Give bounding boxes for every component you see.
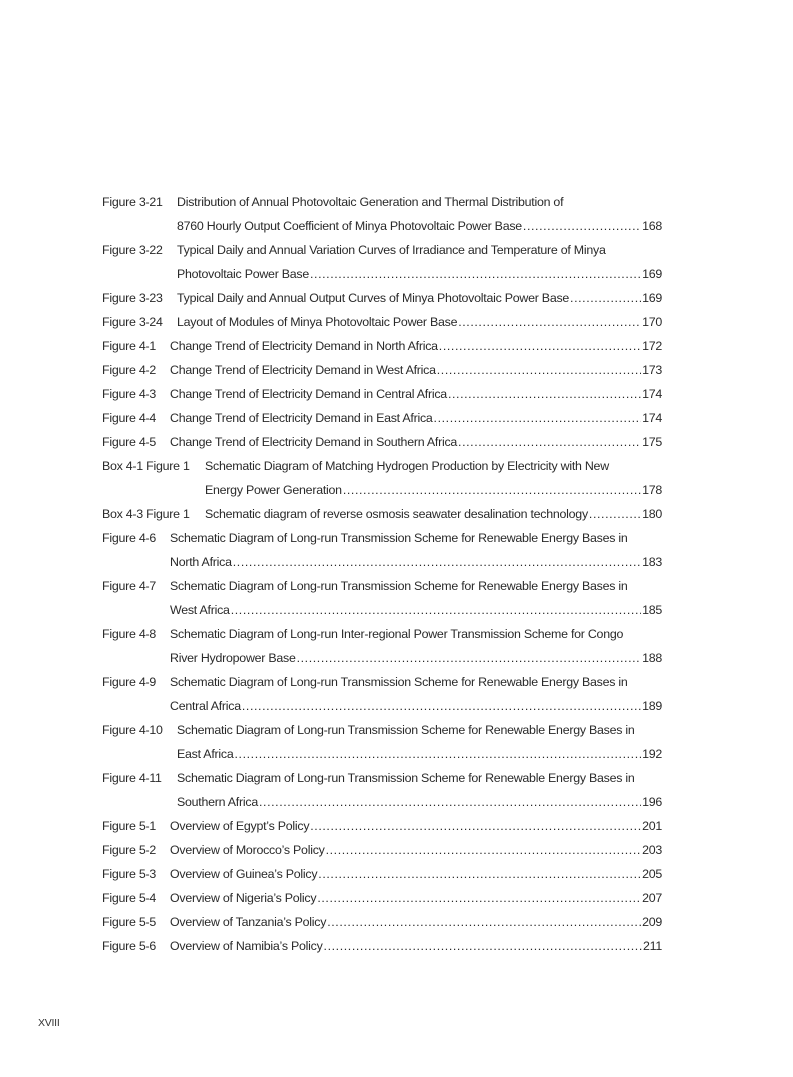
toc-line <box>102 313 662 337</box>
entry-text-wrap <box>177 193 662 211</box>
entry-title-line: Schematic Diagram of Long-run Transmission Scheme for Renewable Energy Bases in <box>170 531 628 545</box>
entry-title-line: Energy Power Generation <box>205 483 342 497</box>
dot-leader <box>570 289 641 307</box>
entry-title-line: Schematic Diagram of Long-run Transmission Scheme for Renewable Energy Bases in <box>177 723 635 737</box>
figure-label: Figure 3-22 <box>102 243 163 257</box>
toc-line <box>102 601 662 625</box>
figure-label: Figure 3-21 <box>102 195 163 209</box>
figure-label: Figure 4-3 <box>102 387 156 401</box>
page-ref: 168 <box>642 219 662 233</box>
figure-label: Figure 4-7 <box>102 579 156 593</box>
page-ref: 192 <box>642 747 662 761</box>
entry-title-line: Schematic Diagram of Long-run Transmission Scheme for Renewable Energy Bases in <box>170 579 628 593</box>
toc-entry <box>102 937 662 961</box>
entry-text-wrap <box>170 337 662 355</box>
entry-title-line: 8760 Hourly Output Coefficient of Minya Photovoltaic Power Base <box>177 219 522 233</box>
toc-entry <box>102 337 662 361</box>
entry-title-line: Overview of Namibia’s Policy <box>170 939 323 953</box>
page-ref: 189 <box>642 699 662 713</box>
entry-text-wrap <box>170 577 662 595</box>
entry-text-wrap <box>170 817 662 835</box>
page-ref: 203 <box>642 843 662 857</box>
entry-text-wrap <box>170 697 662 715</box>
toc-line <box>102 241 662 265</box>
dot-leader <box>448 385 641 403</box>
toc-line <box>102 193 662 217</box>
toc-entry <box>102 841 662 865</box>
toc-entry <box>102 385 662 409</box>
entry-title-line: River Hydropower Base <box>170 651 296 665</box>
page-ref: 180 <box>642 507 662 521</box>
page-ref: 174 <box>642 387 662 401</box>
figure-label: Figure 3-24 <box>102 315 163 329</box>
page-ref: 201 <box>642 819 662 833</box>
entry-text-wrap <box>170 841 662 859</box>
toc-line <box>102 937 662 961</box>
toc-line <box>102 841 662 865</box>
dot-leader <box>327 913 641 931</box>
figure-label: Figure 5-4 <box>102 891 156 905</box>
entry-title-line: Typical Daily and Annual Variation Curves of Irradiance and Temperature of Minya <box>177 243 606 257</box>
entry-title-line: Change Trend of Electricity Demand in East Africa <box>170 411 433 425</box>
toc-entry <box>102 193 662 241</box>
entry-title-line: North Africa <box>170 555 232 569</box>
toc-entry <box>102 433 662 457</box>
entry-text-wrap <box>177 289 662 307</box>
entry-title-line: Overview of Guinea’s Policy <box>170 867 318 881</box>
dot-leader <box>318 865 641 883</box>
toc-line <box>102 865 662 889</box>
toc-entry <box>102 313 662 337</box>
page-ref: 169 <box>642 291 662 305</box>
toc-line <box>102 625 662 649</box>
page-ref: 172 <box>642 339 662 353</box>
dot-leader <box>434 409 642 427</box>
entry-text-wrap <box>177 217 662 235</box>
page-ref: 196 <box>642 795 662 809</box>
figure-label: Figure 3-23 <box>102 291 163 305</box>
figure-label: Figure 4-4 <box>102 411 156 425</box>
entry-text-wrap <box>170 553 662 571</box>
toc-line <box>102 481 662 505</box>
dot-leader <box>317 889 641 907</box>
entry-title-line: Schematic Diagram of Long-run Transmission Scheme for Renewable Energy Bases in <box>170 675 628 689</box>
page-ref: 174 <box>642 411 662 425</box>
dot-leader <box>242 697 641 715</box>
page-ref: 173 <box>642 363 662 377</box>
toc-line <box>102 529 662 553</box>
toc-line <box>102 385 662 409</box>
entry-text-wrap <box>170 625 662 643</box>
toc-line <box>102 433 662 457</box>
figure-label: Figure 4-8 <box>102 627 156 641</box>
page-ref: 175 <box>642 435 662 449</box>
entry-title-line: West Africa <box>170 603 230 617</box>
dot-leader <box>310 817 641 835</box>
dot-leader <box>326 841 641 859</box>
figure-label: Figure 4-9 <box>102 675 156 689</box>
entry-title-line: Overview of Morocco’s Policy <box>170 843 325 857</box>
toc-entry <box>102 289 662 313</box>
page-ref: 211 <box>642 939 662 953</box>
toc-line <box>102 457 662 481</box>
entry-text-wrap <box>170 937 662 955</box>
toc-entry <box>102 361 662 385</box>
toc-entry <box>102 769 662 817</box>
entry-title-line: Photovoltaic Power Base <box>177 267 309 281</box>
entry-title-line: East Africa <box>177 747 234 761</box>
dot-leader <box>234 745 641 763</box>
entry-text-wrap <box>177 769 662 787</box>
toc-entry <box>102 865 662 889</box>
toc-line <box>102 817 662 841</box>
entry-text-wrap <box>205 481 662 499</box>
figure-label: Figure 4-6 <box>102 531 156 545</box>
entry-text-wrap <box>170 361 662 379</box>
toc-line <box>102 337 662 361</box>
entry-title-line: Schematic Diagram of Long-run Inter-regional Power Transmission Scheme for Congo <box>170 627 624 641</box>
dot-leader <box>324 937 642 955</box>
entry-title-line: Change Trend of Electricity Demand in Central Africa <box>170 387 447 401</box>
toc-entry <box>102 457 662 505</box>
page-ref: 178 <box>642 483 662 497</box>
toc-entry <box>102 529 662 577</box>
dot-leader <box>297 649 641 667</box>
entry-text-wrap <box>177 721 662 739</box>
figure-label: Figure 4-10 <box>102 723 163 737</box>
entry-text-wrap <box>170 649 662 667</box>
toc-entry <box>102 241 662 289</box>
toc-line <box>102 217 662 241</box>
figure-label: Box 4-1 Figure 1 <box>102 459 190 473</box>
entry-title-line: Schematic diagram of reverse osmosis seawater desalination technology <box>205 507 588 521</box>
entry-text-wrap <box>170 673 662 691</box>
figure-label: Figure 5-5 <box>102 915 156 929</box>
dot-leader <box>458 433 641 451</box>
page-ref: 207 <box>642 891 662 905</box>
dot-leader <box>343 481 641 499</box>
dot-leader <box>231 601 641 619</box>
figure-label: Box 4-3 Figure 1 <box>102 507 190 521</box>
toc-line <box>102 361 662 385</box>
entry-title-line: Distribution of Annual Photovoltaic Generation and Thermal Distribution of <box>177 195 564 209</box>
figure-label: Figure 4-11 <box>102 771 162 785</box>
entry-text-wrap <box>170 601 662 619</box>
toc-line <box>102 793 662 817</box>
toc-entry <box>102 817 662 841</box>
page-ref: 185 <box>642 603 662 617</box>
toc-entry <box>102 673 662 721</box>
toc-line <box>102 673 662 697</box>
entry-title-line: Layout of Modules of Minya Photovoltaic Power Base <box>177 315 458 329</box>
entry-title-line: Overview of Egypt’s Policy <box>170 819 310 833</box>
page-number: XVIII <box>38 1017 60 1029</box>
toc-line <box>102 265 662 289</box>
toc-line <box>102 649 662 673</box>
entry-title-line: Change Trend of Electricity Demand in Southern Africa <box>170 435 458 449</box>
page-ref: 183 <box>642 555 662 569</box>
toc-line <box>102 889 662 913</box>
page-ref: 188 <box>642 651 662 665</box>
entry-text-wrap <box>170 529 662 547</box>
toc-line <box>102 289 662 313</box>
toc-entry <box>102 889 662 913</box>
entry-title-line: Overview of Tanzania’s Policy <box>170 915 327 929</box>
entry-title-line: Central Africa <box>170 699 241 713</box>
entry-title-line: Overview of Nigeria’s Policy <box>170 891 317 905</box>
page-ref: 170 <box>642 315 662 329</box>
entry-text-wrap <box>170 385 662 403</box>
figure-label: Figure 5-1 <box>102 819 156 833</box>
figure-label: Figure 4-2 <box>102 363 156 377</box>
toc-line <box>102 913 662 937</box>
entry-title-line: Typical Daily and Annual Output Curves of Minya Photovoltaic Power Base <box>177 291 570 305</box>
entry-text-wrap <box>177 241 662 259</box>
toc-line <box>102 577 662 601</box>
entry-text-wrap <box>205 505 662 523</box>
entry-text-wrap <box>177 793 662 811</box>
dot-leader <box>259 793 641 811</box>
entry-text-wrap <box>177 313 662 331</box>
toc-entry <box>102 721 662 769</box>
entry-text-wrap <box>177 265 662 283</box>
dot-leader <box>437 361 641 379</box>
figure-label: Figure 4-5 <box>102 435 156 449</box>
figure-label: Figure 5-2 <box>102 843 156 857</box>
toc-line <box>102 697 662 721</box>
entry-text-wrap <box>170 913 662 931</box>
figure-label: Figure 5-3 <box>102 867 156 881</box>
toc-line <box>102 721 662 745</box>
toc-line <box>102 409 662 433</box>
entry-text-wrap <box>170 865 662 883</box>
toc-entry <box>102 577 662 625</box>
dot-leader <box>310 265 641 283</box>
toc-line <box>102 745 662 769</box>
entry-text-wrap <box>170 433 662 451</box>
toc-line <box>102 769 662 793</box>
figure-label: Figure 5-6 <box>102 939 156 953</box>
toc-line <box>102 553 662 577</box>
entry-text-wrap <box>205 457 662 475</box>
list-of-figures <box>102 193 662 961</box>
toc-entry <box>102 625 662 673</box>
toc-entry <box>102 913 662 937</box>
dot-leader <box>439 337 641 355</box>
entry-title-line: Change Trend of Electricity Demand in West Africa <box>170 363 436 377</box>
dot-leader <box>458 313 641 331</box>
dot-leader <box>233 553 641 571</box>
figure-label: Figure 4-1 <box>102 339 156 353</box>
entry-text-wrap <box>177 745 662 763</box>
page-ref: 169 <box>642 267 662 281</box>
page-ref: 209 <box>642 915 662 929</box>
toc-entry <box>102 505 662 529</box>
entry-title-line: Change Trend of Electricity Demand in North Africa <box>170 339 438 353</box>
dot-leader <box>523 217 641 235</box>
toc-entry <box>102 409 662 433</box>
entry-text-wrap <box>170 409 662 427</box>
page-ref: 205 <box>642 867 662 881</box>
entry-title-line: Schematic Diagram of Matching Hydrogen Production by Electricity with New <box>205 459 609 473</box>
entry-title-line: Southern Africa <box>177 795 258 809</box>
toc-line <box>102 505 662 529</box>
dot-leader <box>589 505 641 523</box>
entry-text-wrap <box>170 889 662 907</box>
entry-title-line: Schematic Diagram of Long-run Transmission Scheme for Renewable Energy Bases in <box>177 771 635 785</box>
